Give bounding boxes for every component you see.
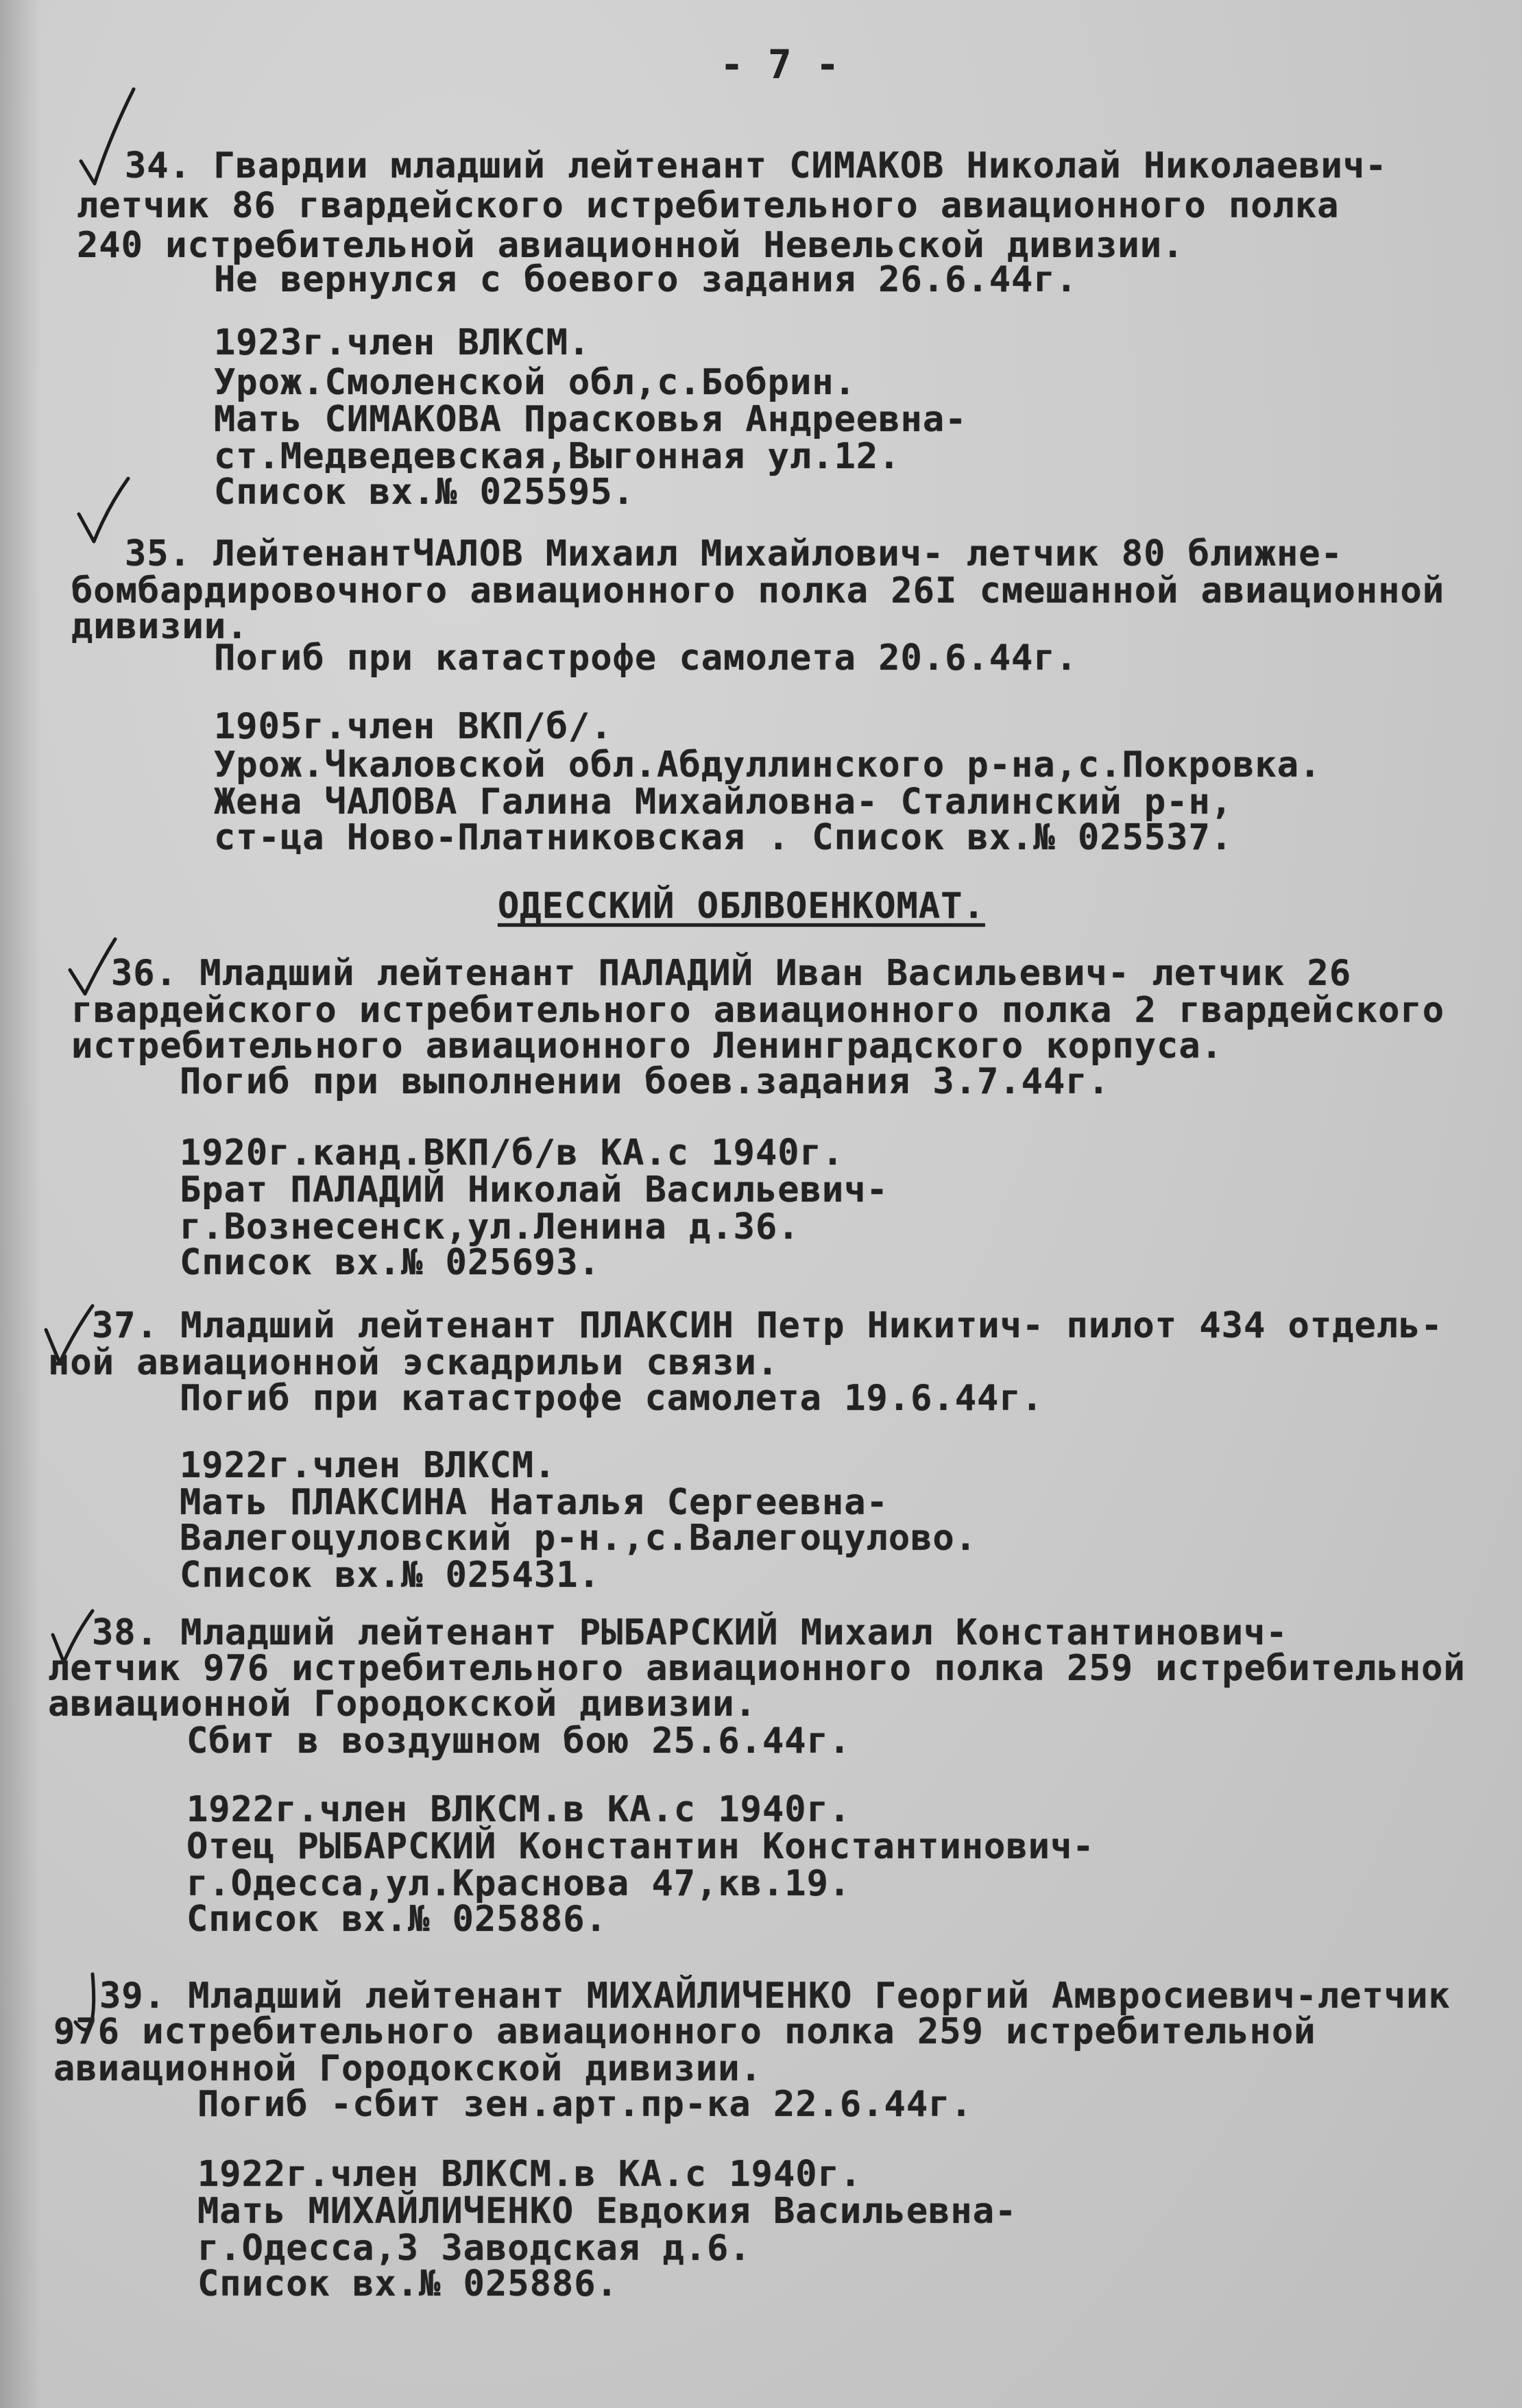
entry-line: г.Одесса,ул.Краснова 47,кв.19. [186, 1863, 851, 1904]
section-heading: ОДЕССКИЙ ОБЛВОЕНКОМАТ. [498, 886, 985, 927]
entry-line: Урож.Чкаловской обл.Абдуллинского р-на,с.Покровка. [214, 744, 1322, 786]
entry-line: летчик 976 истребительного авиационного полка 259 истребительной [48, 1648, 1466, 1689]
entry-line: Погиб при катастрофе самолета 19.6.44г. [180, 1378, 1043, 1419]
entry-line: ст.Медведевская,Выгонная ул.12. [214, 436, 901, 477]
entry-line: 35. ЛейтенантЧАЛОВ Михаил Михайлович- летчик 80 ближне- [125, 533, 1343, 574]
entry-line: 36. Младший лейтенант ПАЛАДИЙ Иван Васильевич- летчик 26 [111, 953, 1352, 994]
entry-line: Не вернулся с боевого задания 26.6.44г. [214, 259, 1078, 300]
entry-line: Валегоцуловский р-н.,с.Валегоцулово. [180, 1518, 978, 1559]
page-number: - 7 - [720, 41, 840, 88]
entry-line: 1923г.член ВЛКСМ. [214, 322, 591, 363]
page-edge-shadow [0, 0, 41, 2408]
entry-line: Сбит в воздушном бою 25.6.44г. [186, 1720, 851, 1762]
entry-line: Погиб при выполнении боев.задания 3.7.44г. [180, 1061, 1110, 1102]
entry-line: 976 истребительного авиационного полка 259 истребительной [53, 2011, 1316, 2052]
entry-line: истребительного авиационного Ленинградского корпуса. [71, 1025, 1223, 1067]
entry-line: Урож.Смоленской обл,с.Бобрин. [214, 362, 856, 403]
entry-line: ной авиационной эскадрильи связи. [48, 1342, 780, 1383]
entry-line: 1922г.член ВЛКСМ.в КА.с 1940г. [186, 1789, 851, 1830]
entry-line: 34. Гвардии младший лейтенант СИМАКОВ Николай Николаевич- [125, 145, 1388, 186]
entry-line: авиационной Городокской дивизии. [48, 1683, 757, 1725]
entry-line: Мать МИХАЙЛИЧЕНКО Евдокия Васильевна- [197, 2191, 1017, 2232]
entry-line: 37. Младший лейтенант ПЛАКСИН Петр Никитич- пилот 434 отдель- [92, 1305, 1443, 1346]
entry-line: Брат ПАЛАДИЙ Николай Васильевич- [180, 1169, 889, 1211]
entry-line: Отец РЫБАРСКИЙ Константин Константинович- [186, 1826, 1095, 1867]
entry-line: ст-ца Ново-Платниковская . Список вх.№ 025537. [214, 817, 1233, 858]
entry-line: Мать СИМАКОВА Прасковья Андреевна- [214, 399, 967, 440]
entry-line: 39. Младший лейтенант МИХАЙЛИЧЕНКО Георгий Амвросиевич-летчик [99, 1975, 1451, 2017]
entry-line: Список вх.№ 025886. [197, 2263, 618, 2304]
entry-line: 1905г.член ВКП/б/. [214, 706, 613, 747]
entry-line: 38. Младший лейтенант РЫБАРСКИЙ Михаил Константинович- [92, 1612, 1288, 1653]
entry-line: 1922г.член ВЛКСМ. [180, 1445, 557, 1486]
entry-line: бомбардировочного авиационного полка 26I смешанной авиационной [71, 570, 1445, 611]
entry-line: авиационной Городокской дивизии. [53, 2048, 762, 2089]
entry-line: г.Одесса,3 Заводская д.6. [197, 2228, 751, 2269]
entry-line: 1922г.член ВЛКСМ.в КА.с 1940г. [197, 2154, 862, 2195]
entry-line: дивизии. [71, 606, 249, 647]
entry-line: Погиб -сбит зен.арт.пр-ка 22.6.44г. [197, 2084, 973, 2125]
entry-line: летчик 86 гвардейского истребительного авиационного полка [77, 185, 1340, 226]
entry-line: Погиб при катастрофе самолета 20.6.44г. [214, 637, 1078, 679]
entry-line: Список вх.№ 025693. [180, 1242, 601, 1283]
entry-line: Список вх.№ 025886. [186, 1899, 607, 1940]
entry-line: Мать ПЛАКСИНА Наталья Сергеевна- [180, 1482, 889, 1523]
entry-line: Список вх.№ 025431. [180, 1555, 601, 1596]
entry-line: 240 истребительной авиационной Невельской дивизии. [77, 225, 1185, 266]
entry-line: гвардейского истребительного авиационного полка 2 гвардейского [71, 990, 1445, 1031]
entry-line: г.Вознесенск,ул.Ленина д.36. [180, 1206, 800, 1248]
entry-line: Жена ЧАЛОВА Галина Михайловна- Сталинский р-н, [214, 781, 1233, 823]
entry-line: Список вх.№ 025595. [214, 472, 635, 513]
entry-line: 1920г.канд.ВКП/б/в КА.с 1940г. [180, 1132, 845, 1173]
